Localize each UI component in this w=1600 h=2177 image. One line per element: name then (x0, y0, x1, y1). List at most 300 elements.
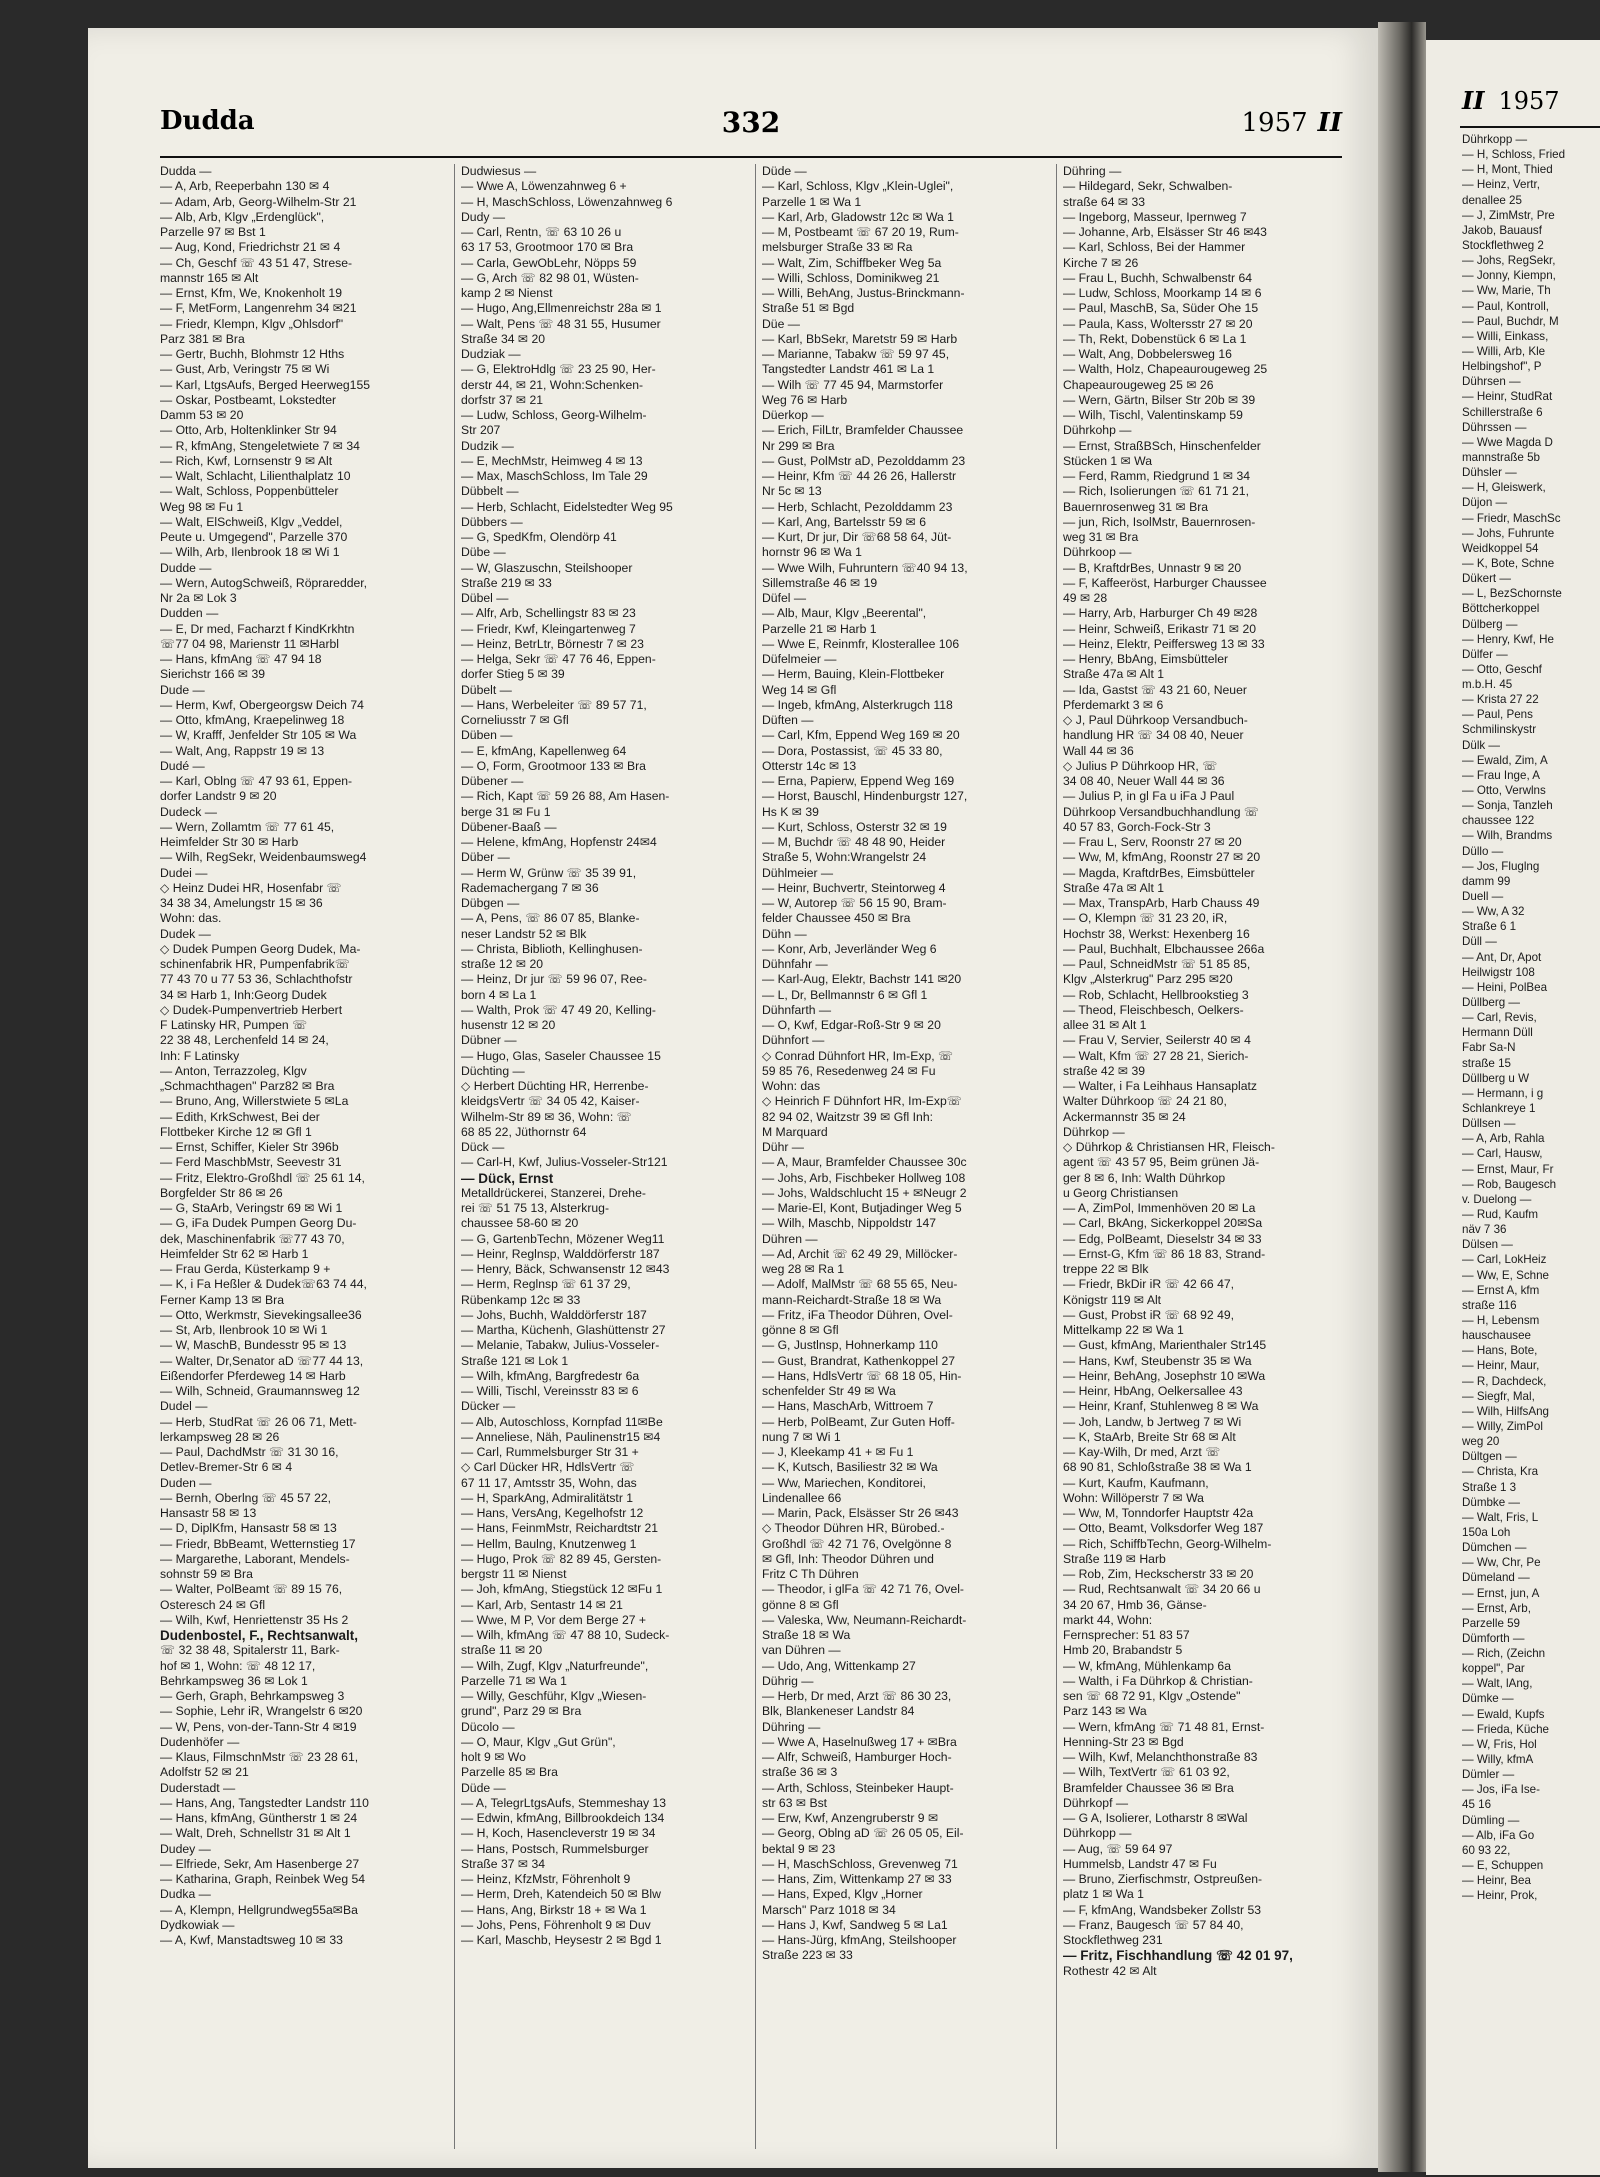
directory-entry-line: — Heinr, Schweiß, Erikastr 71 ✉ 20 (1063, 621, 1257, 636)
directory-entry-line: — Walth, Holz, Chapeaurougeweg 25 (1063, 362, 1268, 377)
directory-entry-line: Dübner — (461, 1033, 517, 1048)
directory-entry-line: — E, MechMstr, Heimweg 4 ✉ 13 (461, 453, 643, 468)
adjacent-entry-line: — Carl, Hausw, (1462, 1147, 1543, 1161)
directory-entry-line: — Wilh, RegSekr, Weidenbaumsweg4 (160, 850, 367, 865)
directory-entry-line: — J, Kleekamp 41 + ✉ Fu 1 (762, 1445, 914, 1459)
directory-entry-line: — Magda, KraftdrBes, Eimsbütteler (1063, 865, 1255, 880)
directory-entry-line: — Paul, DachdMstr ☏ 31 30 16, (160, 1445, 339, 1459)
directory-entry-line: dorfer Landstr 9 ✉ 20 (160, 789, 277, 804)
directory-entry-line: — Katharina, Graph, Reinbek Weg 54 (160, 1872, 366, 1886)
directory-entry-line: — Karl, BbSekr, Maretstr 59 ✉ Harb (762, 331, 958, 346)
directory-entry-line: 34 08 40, Neuer Wall 44 ✉ 36 (1063, 774, 1225, 788)
adjacent-entry-line: — H, Gleiswerk, (1462, 481, 1546, 495)
directory-entry-line: 63 17 53, Grootmoor 170 ✉ Bra (461, 240, 634, 255)
adjacent-entry-line: — Otto, Geschf (1462, 662, 1542, 676)
directory-entry-line: — Gust, Brandrat, Kathenkoppel 27 (762, 1353, 956, 1368)
directory-entry-line: Straße 119 ✉ Harb (1063, 1551, 1166, 1566)
directory-entry-line: — Rud, Rechtsanwalt ☏ 34 20 66 u (1063, 1582, 1261, 1597)
directory-entry-line: — Walter, i Fa Leihhaus Hansaplatz (1063, 1079, 1257, 1093)
directory-entry-line: Weg 76 ✉ Harb (762, 392, 848, 407)
directory-entry-line: Bramfelder Chaussee 36 ✉ Bra (1063, 1780, 1234, 1795)
adjacent-entry-line: — Johs, Fuhrunte (1462, 526, 1555, 540)
directory-entry-line: 68 90 81, Schloßstraße 38 ✉ Wa 1 (1063, 1460, 1252, 1475)
column-divider (755, 164, 756, 2149)
directory-entry-line: holt 9 ✉ Wo (461, 1750, 526, 1764)
directory-entry-line: — Franz, Baugesch ☏ 57 84 40, (1063, 1917, 1244, 1932)
directory-page (88, 28, 1378, 2168)
adjacent-entry-line: Parzelle 59 (1462, 1616, 1521, 1630)
directory-entry-line: Dudel — (160, 1399, 208, 1414)
directory-entry-line: Dühr — (762, 1140, 804, 1154)
directory-entry-line: — Heinz, KfzMstr, Föhrenholt 9 (461, 1872, 631, 1886)
directory-entry-line: Damm 53 ✉ 20 (160, 408, 244, 422)
directory-entry-line: — Heinr, Kranf, Stuhlenweg 8 ✉ Wa (1063, 1399, 1259, 1414)
adjacent-entry-line: — Henry, Kwf, He (1462, 632, 1554, 646)
directory-entry-line: — Willi, Tischl, Vereinsstr 83 ✉ 6 (461, 1384, 639, 1398)
directory-entry-line: — Walt, Zim, Schiffbeker Weg 5a (762, 255, 942, 270)
directory-entry-line: — Willy, Geschführ, Klgv „Wiesen- (461, 1689, 647, 1703)
directory-entry-line: — Anneliese, Näh, Paulinenstr15 ✉4 (461, 1429, 661, 1444)
directory-entry-line: — Willi, BehAng, Justus-Brinckmann- (762, 286, 965, 300)
adjacent-entry-line: Dültgen — (1462, 1450, 1517, 1464)
directory-entry-line: — Erich, FilLtr, Bramfelder Chaussee (762, 423, 964, 438)
directory-entry-line: 34 ✉ Harb 1, Inh:Georg Dudek (160, 987, 327, 1002)
adjacent-entry-line: Schmilinskystr (1462, 723, 1537, 737)
directory-entry-line: Blk, Blankeneser Landstr 84 (762, 1704, 915, 1719)
directory-entry-line: weg 31 ✉ Bra (1063, 530, 1139, 544)
header-rule (160, 156, 1342, 158)
directory-entry-line: Dührkop — (1063, 1124, 1125, 1139)
directory-entry-line: Rübenkamp 12c ✉ 33 (461, 1292, 581, 1307)
directory-entry-line: Wall 44 ✉ 36 (1063, 743, 1134, 758)
directory-entry-line: — Harry, Arb, Harburger Ch 49 ✉28 (1063, 606, 1258, 621)
directory-entry-line: — Wwe E, Reinmfr, Klosterallee 106 (762, 636, 960, 651)
directory-entry-line: Düe — (762, 316, 800, 331)
directory-entry-line: 59 85 76, Resedenweg 24 ✉ Fu (762, 1063, 936, 1078)
directory-entry-line: — Max, TranspArb, Harb Chauss 49 (1063, 896, 1260, 910)
directory-entry-line: Dühn — (762, 926, 807, 941)
directory-entry-line: — Dora, Postassist, ☏ 45 33 80, (762, 743, 943, 758)
adjacent-page (1426, 40, 1600, 2175)
directory-entry-line: — Martha, Küchenh, Glashüttenstr 27 (461, 1323, 666, 1337)
directory-entry-line: — Melanie, Tabakw, Julius-Vosseler- (461, 1338, 660, 1353)
directory-entry-line: Parzelle 71 ✉ Wa 1 (461, 1673, 567, 1688)
adjacent-directory-column (1462, 132, 1600, 1903)
directory-entry-line: Dühnfahr — (762, 957, 828, 971)
directory-entry-line: — Heinr, HbAng, Oelkersallee 43 (1063, 1384, 1243, 1398)
directory-entry-line: Dühring — (1063, 164, 1122, 178)
directory-entry-line: — Theod, Fleischbesch, Oelkers- (1063, 1002, 1244, 1017)
directory-entry-line: Straße 223 ✉ 33 (762, 1948, 853, 1963)
adjacent-entry-line: — Ernst A, kfm (1462, 1283, 1540, 1297)
directory-entry-line: — Wwe A, Löwenzahnweg 6 + (461, 179, 627, 194)
adjacent-entry-line: Düllsen — (1462, 1117, 1516, 1131)
adjacent-entry-line: 150a Loh (1462, 1525, 1511, 1539)
directory-entry-line: Parzelle 97 ✉ Bst 1 (160, 225, 266, 239)
directory-entry-line: — Hans, VersAng, Kegelhofstr 12 (461, 1506, 644, 1520)
directory-entry-line: Stücken 1 ✉ Wa (1063, 453, 1153, 468)
directory-entry-line: F Latinsky HR, Pumpen ☏ (160, 1018, 308, 1032)
directory-entry-line: Straße 219 ✉ 33 (461, 575, 552, 590)
directory-entry-line: — G A, Isolierer, Lotharstr 8 ✉Wal (1063, 1811, 1248, 1825)
directory-entry-line: — Hans, kfmAng, Güntherstr 1 ✉ 24 (160, 1811, 358, 1825)
directory-entry-line: Dühnfort — (762, 1033, 825, 1048)
adjacent-entry-line: — Otto, Verwlns (1462, 784, 1546, 798)
directory-entry-line: Düber — (461, 850, 510, 865)
directory-entry-line: — O, Form, Grootmoor 133 ✉ Bra (461, 758, 646, 773)
directory-entry-line: — Horst, Bauschl, Hindenburgstr 127, (762, 789, 968, 804)
header-year-volume (1242, 108, 1343, 138)
directory-entry-line: — Th, Rekt, Dobenstück 6 ✉ La 1 (1063, 331, 1247, 346)
directory-entry-line: handlung HR ☏ 34 08 40, Neuer (1063, 728, 1244, 743)
directory-entry-line: ◇ Heinrich F Dühnfort HR, Im-Exp☏ (762, 1094, 963, 1109)
directory-entry-line: — Hans, MaschArb, Wittroem 7 (762, 1399, 934, 1414)
directory-entry-line: — Ferd MaschbMstr, Seevestr 31 (160, 1155, 342, 1170)
directory-entry-line: schenfelder Str 49 ✉ Wa (762, 1384, 896, 1398)
directory-entry-line: Eißendorfer Pferdeweg 14 ✉ Harb (160, 1368, 346, 1383)
directory-entry-line: straße 64 ✉ 33 (1063, 194, 1146, 209)
directory-entry-line: Düde — (461, 1780, 506, 1795)
directory-entry-line: allee 31 ✉ Alt 1 (1063, 1018, 1147, 1032)
directory-entry-line: — Bruno, Ang, Willerstwiete 5 ✉La (160, 1094, 349, 1109)
adjacent-entry-line: 60 93 22, (1462, 1843, 1511, 1857)
directory-entry-line: — W, Krafff, Jenfelder Str 105 ✉ Wa (160, 728, 357, 743)
directory-entry-line: — Hans, Werbeleiter ☏ 89 57 71, (461, 697, 647, 712)
directory-entry-line: Kirche 7 ✉ 26 (1063, 255, 1139, 270)
adjacent-entry-line: — Willi, Arb, Kle (1462, 344, 1546, 358)
adjacent-entry-line: Dühsler — (1462, 466, 1517, 480)
directory-entry-line: — Kurt, Kaufm, Kaufmann, (1063, 1475, 1209, 1490)
directory-entry-line: — Hans, Postsch, Rummelsburger (461, 1841, 649, 1856)
adjacent-entry-line: Dümeland — (1462, 1571, 1530, 1585)
directory-entry-line: — Herm, Dreh, Katendeich 50 ✉ Blw (461, 1887, 661, 1902)
directory-entry-line: — Gerh, Graph, Behrkampsweg 3 (160, 1689, 345, 1703)
directory-entry-line: — Frau Gerda, Küsterkamp 9 + (160, 1262, 331, 1276)
directory-column-3 (762, 164, 1049, 1964)
column-divider (454, 164, 455, 2149)
directory-entry-line: — Frau V, Servier, Seilerstr 40 ✉ 4 (1063, 1033, 1251, 1048)
directory-entry-line: — Willi, Schloss, Dominikweg 21 (762, 270, 940, 285)
directory-entry-line: grund", Parz 29 ✉ Bra (461, 1704, 582, 1719)
directory-entry-line: — Hans, Kwf, Steubenstr 35 ✉ Wa (1063, 1353, 1252, 1368)
directory-entry-line: — Ad, Archit ☏ 62 49 29, Millöcker- (762, 1246, 958, 1261)
adjacent-entry-line: — Ernst, Maur, Fr (1462, 1162, 1554, 1176)
directory-entry-line: M Marquard (762, 1124, 828, 1139)
directory-entry-line: — Dück, Ernst (461, 1170, 554, 1186)
directory-entry-line: Henning-Str 23 ✉ Bgd (1063, 1734, 1184, 1749)
directory-entry-line: — Carl-H, Kwf, Julius-Vosseler-Str121 (461, 1155, 668, 1170)
directory-entry-line: Inh: F Latinsky (160, 1048, 240, 1063)
directory-entry-line: — Herm, Kwf, Obergeorgsw Deich 74 (160, 697, 364, 712)
adjacent-entry-line: — Paul, Kontroll, (1462, 299, 1549, 313)
directory-entry-line: str 63 ✉ Bst (762, 1795, 828, 1810)
directory-entry-line: — Karl, LtgsAufs, Berged Heerweg155 (160, 377, 371, 392)
directory-entry-line: treppe 22 ✉ Blk (1063, 1262, 1149, 1276)
directory-entry-line: — H, Koch, Hasencleverstr 19 ✉ 34 (461, 1826, 656, 1841)
directory-entry-line: markt 44, Wohn: (1063, 1612, 1153, 1627)
directory-entry-line: Parzelle 85 ✉ Bra (461, 1765, 558, 1780)
directory-entry-line: — Hellm, Baulng, Knutzenweg 1 (461, 1536, 637, 1551)
directory-entry-line: — Ww, M, kfmAng, Roonstr 27 ✉ 20 (1063, 850, 1261, 865)
adjacent-entry-line: Dülsen — (1462, 1238, 1513, 1252)
adjacent-entry-line: — Ww, Marie, Th (1462, 284, 1551, 298)
directory-entry-line: — Karl, Maschb, Heysestr 2 ✉ Bgd 1 (461, 1933, 662, 1947)
adjacent-entry-line: — Friedr, MaschSc (1462, 511, 1561, 525)
directory-entry-line: — K, StaArb, Breite Str 68 ✉ Alt (1063, 1429, 1236, 1444)
directory-entry-line: „Schmachthagen" Parz82 ✉ Bra (160, 1079, 335, 1093)
directory-entry-line: Dübbelt — (461, 484, 519, 499)
adjacent-entry-line: Dülfer — (1462, 647, 1508, 661)
directory-entry-line: Dührkohp — (1063, 423, 1132, 438)
adjacent-entry-line: — Rob, Baugesch (1462, 1177, 1557, 1191)
directory-entry-line: — Hugo, Glas, Saseler Chaussee 15 (461, 1048, 661, 1063)
directory-entry-line: — H, SparkAng, Admiralitätstr 1 (461, 1490, 634, 1505)
directory-entry-line: — Wilh, Maschb, Nippoldstr 147 (762, 1216, 937, 1231)
directory-entry-line: ✉ Gfl, Inh: Theodor Dühren und (762, 1551, 934, 1566)
directory-entry-line: — A, Maur, Bramfelder Chaussee 30c (762, 1155, 967, 1170)
adjacent-entry-line: — H, Mont, Thied (1462, 163, 1553, 177)
directory-entry-line: — O, Klempn ☏ 31 23 20, iR, (1063, 911, 1228, 926)
directory-entry-line: Dücolo — (461, 1719, 515, 1734)
directory-entry-line: Adolfstr 52 ✉ 21 (160, 1765, 249, 1780)
directory-entry-line: straße 11 ✉ 20 (461, 1643, 543, 1658)
adjacent-volume: II (1462, 86, 1485, 115)
adjacent-entry-line: Dührsen — (1462, 375, 1521, 389)
directory-entry-line: Dudka — (160, 1887, 211, 1902)
directory-entry-line: Borgfelder Str 86 ✉ 26 (160, 1185, 283, 1200)
directory-entry-line: — Johanne, Arb, Elsässer Str 46 ✉43 (1063, 225, 1267, 239)
directory-entry-line: 34 38 34, Amelungstr 15 ✉ 36 (160, 896, 323, 910)
adjacent-entry-line: — Krista 27 22 (1462, 693, 1539, 707)
adjacent-entry-line: — Johs, RegSekr, (1462, 254, 1556, 268)
directory-entry-line: — Edith, KrkSchwest, Bei der (160, 1109, 320, 1124)
adjacent-entry-line: — Rich, (Zeichn (1462, 1647, 1546, 1661)
adjacent-entry-line: Düllo — (1462, 844, 1504, 858)
header-surname: Dudda (160, 106, 255, 136)
directory-entry-line: Düften — (762, 713, 814, 727)
directory-entry-line: — Hugo, Prok ☏ 82 89 45, Gersten- (461, 1551, 662, 1566)
directory-entry-line: — Friedr, BkDir iR ☏ 42 66 47, (1063, 1277, 1235, 1292)
directory-entry-line: — G, Arch ☏ 82 98 01, Wüsten- (461, 270, 639, 285)
directory-entry-line: Düchting — (461, 1063, 525, 1078)
adjacent-entry-line: hauschausee (1462, 1329, 1531, 1343)
directory-entry-line: — Ww, M, Tonndorfer Hauptstr 42a (1063, 1506, 1254, 1520)
directory-entry-line: — Heinr, Kfm ☏ 44 26 26, Hallerstr (762, 469, 957, 483)
directory-entry-line: — Max, MaschSchloss, Im Tale 29 (461, 469, 648, 483)
directory-entry-line: — Fritz, iFa Theodor Dühren, Ovel- (762, 1307, 953, 1322)
directory-entry-line: — Konr, Arb, Jeverländer Weg 6 (762, 941, 937, 956)
directory-entry-line: — Hugo, Ang,Ellmenreichstr 28a ✉ 1 (461, 301, 662, 316)
directory-entry-line: — Bernh, Oberlng ☏ 45 57 22, (160, 1490, 332, 1505)
directory-entry-line: — Alfr, Schweiß, Hamburger Hoch- (762, 1750, 952, 1764)
directory-entry-line: 22 38 48, Lerchenfeld 14 ✉ 24, (160, 1033, 329, 1048)
adjacent-entry-line: — Alb, iFa Go (1462, 1828, 1535, 1842)
directory-entry-line: Dudziak — (461, 347, 521, 361)
adjacent-entry-line: Düllberg u W (1462, 1071, 1530, 1085)
adjacent-entry-line: — A, Arb, Rahla (1462, 1132, 1545, 1146)
directory-entry-line: — Johs, Arb, Fischbeker Hollweg 108 (762, 1170, 966, 1185)
directory-entry-line: Dührkopf — (1063, 1795, 1129, 1810)
directory-entry-line: dorfer Stieg 5 ✉ 39 (461, 667, 565, 682)
directory-entry-line: — Wern, Gärtn, Bilser Str 20b ✉ 39 (1063, 392, 1256, 407)
directory-entry-line: Parzelle 1 ✉ Wa 1 (762, 194, 862, 209)
directory-entry-line: ◇ Carl Dücker HR, HdlsVertr ☏ (461, 1460, 635, 1475)
directory-entry-line: Peute u. Umgegend", Parzelle 370 (160, 530, 348, 544)
adjacent-entry-line: — Heinr, StudRat (1462, 390, 1553, 404)
directory-entry-line: Rothestr 42 ✉ Alt (1063, 1963, 1157, 1978)
directory-entry-line: Chapeaurougeweg 25 ✉ 26 (1063, 377, 1214, 392)
directory-entry-line: Dudden — (160, 606, 219, 621)
directory-entry-line: — W, MaschB, Bundesstr 95 ✉ 13 (160, 1338, 347, 1353)
adjacent-entry-line: — Sonja, Tanzleh (1462, 799, 1553, 813)
directory-entry-line: Düfel — (762, 591, 807, 605)
directory-entry-line: platz 1 ✉ Wa 1 (1063, 1887, 1144, 1902)
directory-entry-line: — Gust, Arb, Veringstr 75 ✉ Wi (160, 362, 330, 377)
directory-entry-line: — Herm, Reglnsp ☏ 61 37 29, (461, 1277, 631, 1292)
directory-entry-line: Düerkop — (762, 408, 824, 422)
adjacent-entry-line: Dümke — (1462, 1692, 1514, 1706)
directory-entry-line: Sillemstraße 46 ✉ 19 (762, 575, 878, 590)
adjacent-entry-line: — Wilh, Brandms (1462, 829, 1553, 843)
adjacent-entry-line: — Hermann, i g (1462, 1086, 1544, 1100)
directory-entry-line: — Henry, BbAng, Eimsbütteler (1063, 652, 1229, 666)
adjacent-entry-line: — Ewald, Zim, A (1462, 753, 1548, 767)
directory-entry-line: — W, Pens, von-der-Tann-Str 4 ✉19 (160, 1719, 357, 1734)
directory-entry-line: Flottbeker Kirche 12 ✉ Gfl 1 (160, 1124, 312, 1139)
directory-entry-line: Ferner Kamp 13 ✉ Bra (160, 1292, 285, 1307)
directory-entry-line: — Otto, Werkmstr, Sievekingsallee36 (160, 1307, 362, 1322)
adjacent-entry-line: — R, Dachdeck, (1462, 1374, 1547, 1388)
directory-entry-line: — Wwe A, Haselnußweg 17 + ✉Bra (762, 1734, 957, 1749)
directory-entry-line: — D, DiplKfm, Hansastr 58 ✉ 13 (160, 1521, 337, 1536)
directory-entry-line: Dudda — (160, 164, 212, 178)
directory-entry-line: Duden — (160, 1475, 212, 1490)
directory-entry-line: — Aug, ☏ 59 64 97 (1063, 1841, 1173, 1856)
directory-entry-line: — Ernst, StraßBSch, Hinschenfelder (1063, 438, 1261, 453)
adjacent-entry-line: — Jos, iFa Ise- (1462, 1783, 1540, 1797)
directory-entry-line: — Herm, Bauing, Klein-Flottbeker (762, 667, 945, 682)
directory-entry-line: — Fritz, Elektro-Großhdl ☏ 25 61 14, (160, 1170, 365, 1185)
directory-entry-line: — Edwin, kfmAng, Billbrookdeich 134 (461, 1811, 665, 1825)
directory-entry-line: Hansastr 58 ✉ 13 (160, 1506, 257, 1520)
directory-entry-line: — Joh, Landw, b Jertweg 7 ✉ Wi (1063, 1414, 1242, 1429)
directory-entry-line: ◇ Dudek Pumpen Georg Dudek, Ma- (160, 941, 361, 956)
directory-entry-line: gönne 8 ✉ Gfl (762, 1323, 839, 1337)
directory-entry-line: Nr 299 ✉ Bra (762, 438, 835, 453)
directory-entry-line: — Heinz, Dr jur ☏ 59 96 07, Ree- (461, 972, 647, 987)
directory-entry-line: — Wwe, M P, Vor dem Berge 27 + (461, 1612, 647, 1627)
adjacent-entry-line: — W, Fris, Hol (1462, 1737, 1537, 1751)
directory-entry-line: — Ida, Gastst ☏ 43 21 60, Neuer (1063, 682, 1247, 697)
directory-entry-line: — Karl, Arb, Gladowstr 12c ✉ Wa 1 (762, 209, 954, 224)
directory-entry-line: Wohn: das (762, 1079, 821, 1093)
directory-entry-line: — Rich, SchiffbTechn, Georg-Wilhelm- (1063, 1536, 1272, 1551)
directory-entry-line: Weg 14 ✉ Gfl (762, 682, 837, 697)
directory-entry-line: — A, Klempn, Hellgrundweg55a✉Ba (160, 1902, 358, 1917)
directory-entry-line: weg 28 ✉ Ra 1 (762, 1262, 845, 1276)
adjacent-entry-line: — H, Schloss, Fried (1462, 148, 1566, 162)
directory-entry-line: — Walt, Kfm ☏ 27 28 21, Sierich- (1063, 1048, 1249, 1063)
directory-entry-line: ☏ 32 38 48, Spitalerstr 11, Bark- (160, 1643, 340, 1658)
adjacent-entry-line: Düjon — (1462, 496, 1508, 510)
directory-entry-line: Straße 47a ✉ Alt 1 (1063, 667, 1164, 682)
directory-entry-line: — Wilh, kfmAng ☏ 47 88 10, Sudeck- (461, 1628, 670, 1642)
directory-entry-line: Düde — (762, 164, 807, 178)
directory-entry-line: — Carl, Kfm, Eppend Weg 169 ✉ 20 (762, 728, 960, 743)
directory-entry-line: Dührkoop — (1063, 545, 1132, 560)
adjacent-entry-line: — L, BezSchornste (1462, 587, 1562, 601)
directory-entry-line: hornstr 96 ✉ Wa 1 (762, 545, 862, 560)
adjacent-entry-line: — Jonny, Kiempn, (1462, 269, 1556, 283)
directory-entry-line: Heimfelder Str 62 ✉ Harb 1 (160, 1246, 309, 1261)
directory-entry-line: — Ludw, Schloss, Moorkamp 14 ✉ 6 (1063, 286, 1262, 300)
directory-entry-line: ◇ Julius P Dührkoop HR, ☏ (1063, 758, 1218, 773)
adjacent-entry-line: — Ww, Chr, Pe (1462, 1556, 1541, 1570)
directory-entry-line: — Friedr, Klempn, Klgv „Ohlsdorf" (160, 316, 344, 331)
directory-entry-line: — F, kfmAng, Wandsbeker Zollstr 53 (1063, 1902, 1261, 1917)
adjacent-page-header (1462, 86, 1560, 115)
directory-entry-line: — W, kfmAng, Mühlenkamp 6a (1063, 1658, 1231, 1673)
adjacent-entry-line: — Heini, PolBea (1462, 980, 1548, 994)
directory-entry-line: — Ingeborg, Masseur, Ipernweg 7 (1063, 209, 1247, 224)
directory-entry-line: Dudenhöfer — (160, 1734, 240, 1749)
directory-entry-line: Ackermannstr 35 ✉ 24 (1063, 1109, 1186, 1124)
directory-entry-line: — Rob, Zim, Heckscherstr 33 ✉ 20 (1063, 1567, 1254, 1581)
directory-entry-line: — Helga, Sekr ☏ 47 76 46, Eppen- (461, 652, 656, 666)
directory-entry-line: — O, Maur, Klgv „Gut Grün", (461, 1734, 616, 1749)
directory-entry-line: ☏77 04 98, Marienstr 11 ✉Harbl (160, 636, 340, 651)
directory-entry-line: Metalldrückerei, Stanzerei, Drehe- (461, 1185, 646, 1200)
adjacent-entry-line: Dülk — (1462, 738, 1501, 752)
directory-entry-line: — Otto, Arb, Holtenklinker Str 94 (160, 423, 337, 438)
directory-entry-line: — Julius P, in gl Fa u iFa J Paul (1063, 789, 1235, 804)
directory-entry-line: Parz 143 ✉ Wa (1063, 1704, 1147, 1719)
directory-entry-line: — Gertr, Buchh, Blohmstr 12 Hths (160, 347, 345, 361)
directory-entry-line: — A, Pens, ☏ 86 07 85, Blanke- (461, 911, 640, 926)
directory-entry-line: — Alb, Arb, Klgv „Erdenglück", (160, 209, 325, 224)
directory-entry-line: — Walter, PolBeamt ☏ 89 15 76, (160, 1582, 343, 1597)
directory-entry-line: Dührig — (762, 1673, 814, 1688)
adjacent-entry-line: — Ww, A 32 (1462, 905, 1525, 919)
directory-entry-line: — Rich, Kapt ☏ 59 26 88, Am Hasen- (461, 789, 670, 804)
directory-entry-line: ◇ Heinz Dudei HR, Hosenfabr ☏ (160, 880, 342, 895)
directory-entry-line: Parzelle 21 ✉ Harb 1 (762, 621, 877, 636)
directory-column-1 (160, 164, 447, 1948)
directory-entry-line: Hochstr 38, Werkst: Hexenberg 16 (1063, 926, 1250, 941)
page-number: 332 (721, 106, 781, 139)
directory-entry-line: Dührkopp — (1063, 1826, 1132, 1841)
directory-entry-line: — A, Arb, Reeperbahn 130 ✉ 4 (160, 179, 330, 194)
directory-entry-line: — Wilh ☏ 77 45 94, Marmstorfer (762, 377, 944, 392)
directory-entry-line: Lindenallee 66 (762, 1490, 842, 1505)
directory-entry-line: — Ernst, Schiffer, Kieler Str 396b (160, 1140, 339, 1154)
directory-entry-line: — Arth, Schloss, Steinbeker Haupt- (762, 1780, 954, 1795)
directory-entry-line: husenstr 12 ✉ 20 (461, 1018, 556, 1032)
directory-entry-line: ger 8 ✉ 6, Inh: Walth Dührkop (1063, 1170, 1226, 1185)
adjacent-entry-line: damm 99 (1462, 874, 1511, 888)
adjacent-entry-line: — Heinr, Prok, (1462, 1889, 1538, 1903)
directory-entry-line: — Christa, Biblioth, Kellinghusen- (461, 941, 643, 956)
directory-entry-line: Dudeck — (160, 804, 217, 819)
directory-entry-line: — Wilh, Schneid, Graumannsweg 12 (160, 1384, 360, 1398)
directory-entry-line: Dudy — (461, 209, 506, 224)
adjacent-entry-line: Dührssen — (1462, 420, 1527, 434)
directory-entry-line: — Carl, Rentn, ☏ 63 10 26 u (461, 225, 622, 239)
directory-entry-line: — Karl, Oblng ☏ 47 93 61, Eppen- (160, 774, 353, 788)
directory-entry-line: ◇ Dührkop & Christiansen HR, Fleisch- (1063, 1140, 1275, 1154)
directory-entry-line: — Joh, kfmAng, Stiegstück 12 ✉Fu 1 (461, 1582, 663, 1597)
directory-entry-line: — Walt, Schloss, Poppenbütteler (160, 484, 339, 499)
